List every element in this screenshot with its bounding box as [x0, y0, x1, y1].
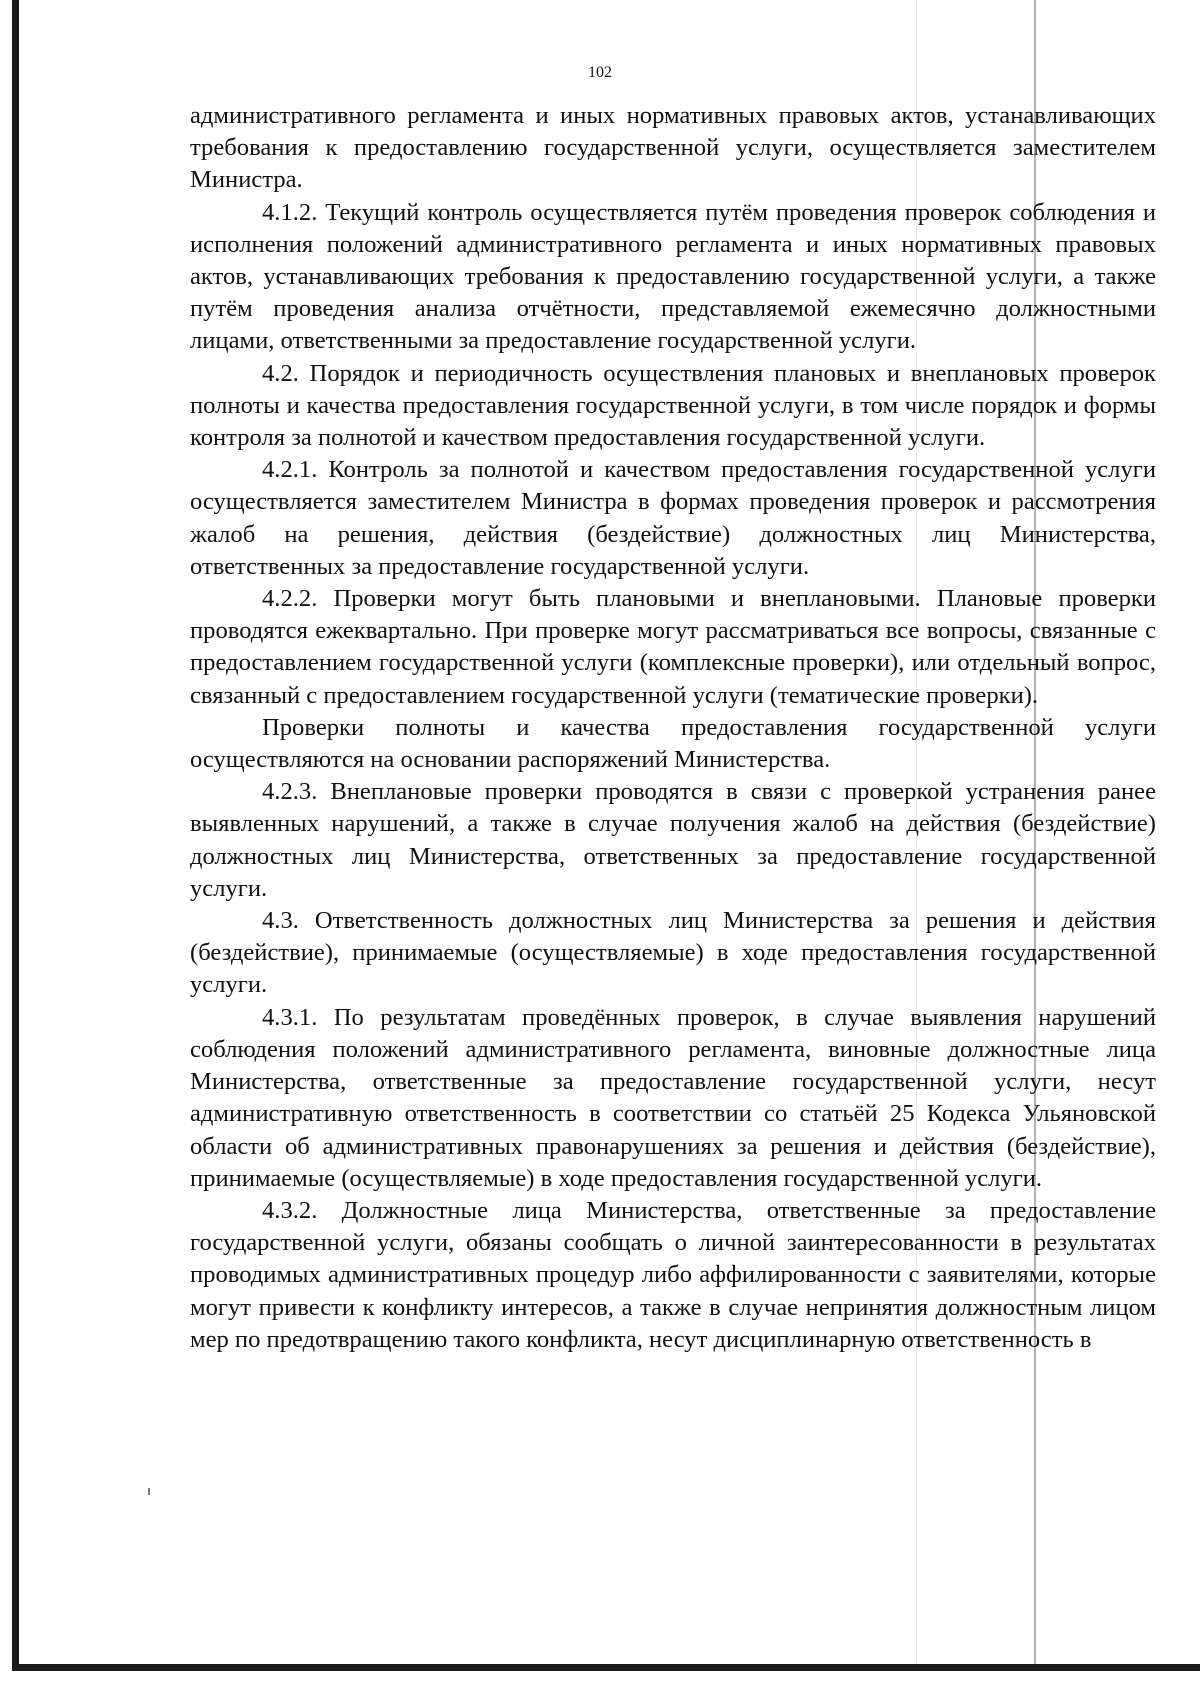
paragraph-4-1-2: 4.1.2. Текущий контроль осуществляется путём проведения проверок соблюдения и исполнения положений административного регламента и иных нормативных правовых актов, устанавливающих требования к предоставлению государственной услуги, а также путём проведения анализа отчётности, представляемой ежемесячно должностными лицами, ответственными за предоставление государственной услуги.	[190, 198, 1156, 355]
scan-stray-mark	[148, 1488, 150, 1495]
paragraph-4-2-2: 4.2.2. Проверки могут быть плановыми и внеплановыми. Плановые проверки проводятся ежеквартально. При проверке могут рассматриваться все вопросы, связанные с предоставлением государственной услуги (комплексные проверки), или отдельный вопрос, связанный с предоставлением государственной услуги (тематические проверки).	[190, 585, 1156, 709]
paragraph-4-3-2: 4.3.2. Должностные лица Министерства, ответственные за предоставление государственной услуги, обязаны сообщать о личной заинтересованности в результатах проводимых административных процедур либо аффилированности с заявителями, которые могут привести к конфликту интересов, а также в случае непринятия должностным лицом мер по предотвращению такого конфликта, несут дисциплинарную ответственность в	[190, 1196, 1156, 1353]
page-number: 102	[588, 64, 612, 81]
paragraph-4-3-1: 4.3.1. По результатам проведённых проверок, в случае выявления нарушений соблюдения положений административного регламента, виновные должностные лица Министерства, ответственные за предоставление государственной услуги, несут административную ответственность в соответствии со статьёй 25 Кодекса Ульяновской области об административных правонарушениях за решения и действия (бездействие), принимаемые (осуществляемые) в ходе предоставления государственной услуги.	[190, 1003, 1156, 1192]
paragraph-4-2-2-continuation: Проверки полноты и качества предоставления государственной услуги осуществляются на основании распоряжений Министерства.	[190, 713, 1156, 774]
document-body	[190, 100, 1156, 1356]
paragraph-intro-continuation: административного регламента и иных нормативных правовых актов, устанавливающих требования к предоставлению государственной услуги, осуществляется заместителем Министра.	[190, 102, 1156, 194]
paragraph-4-2-1: 4.2.1. Контроль за полнотой и качеством предоставления государственной услуги осуществляется заместителем Министра в формах проведения проверок и рассмотрения жалоб на решения, действия (бездействие) должностных лиц Министерства, ответственных за предоставление государственной услуги.	[190, 456, 1156, 580]
scan-bottom-edge	[12, 1664, 1200, 1671]
paragraph-4-2: 4.2. Порядок и периодичность осуществления плановых и внеплановых проверок полноты и качества предоставления государственной услуги, в том числе порядок и формы контроля за полнотой и качеством предоставления государственной услуги.	[190, 359, 1156, 452]
paragraph-4-2-3: 4.2.3. Внеплановые проверки проводятся в связи с проверкой устранения ранее выявленных нарушений, а также в случае получения жалоб на действия (бездействие) должностных лиц Министерства, ответственных за предоставление государственной услуги.	[190, 778, 1156, 902]
scan-left-edge	[12, 0, 19, 1670]
paragraph-4-3: 4.3. Ответственность должностных лиц Министерства за решения и действия (бездействие), принимаемые (осуществляемые) в ходе предоставления государственной услуги.	[190, 907, 1156, 999]
